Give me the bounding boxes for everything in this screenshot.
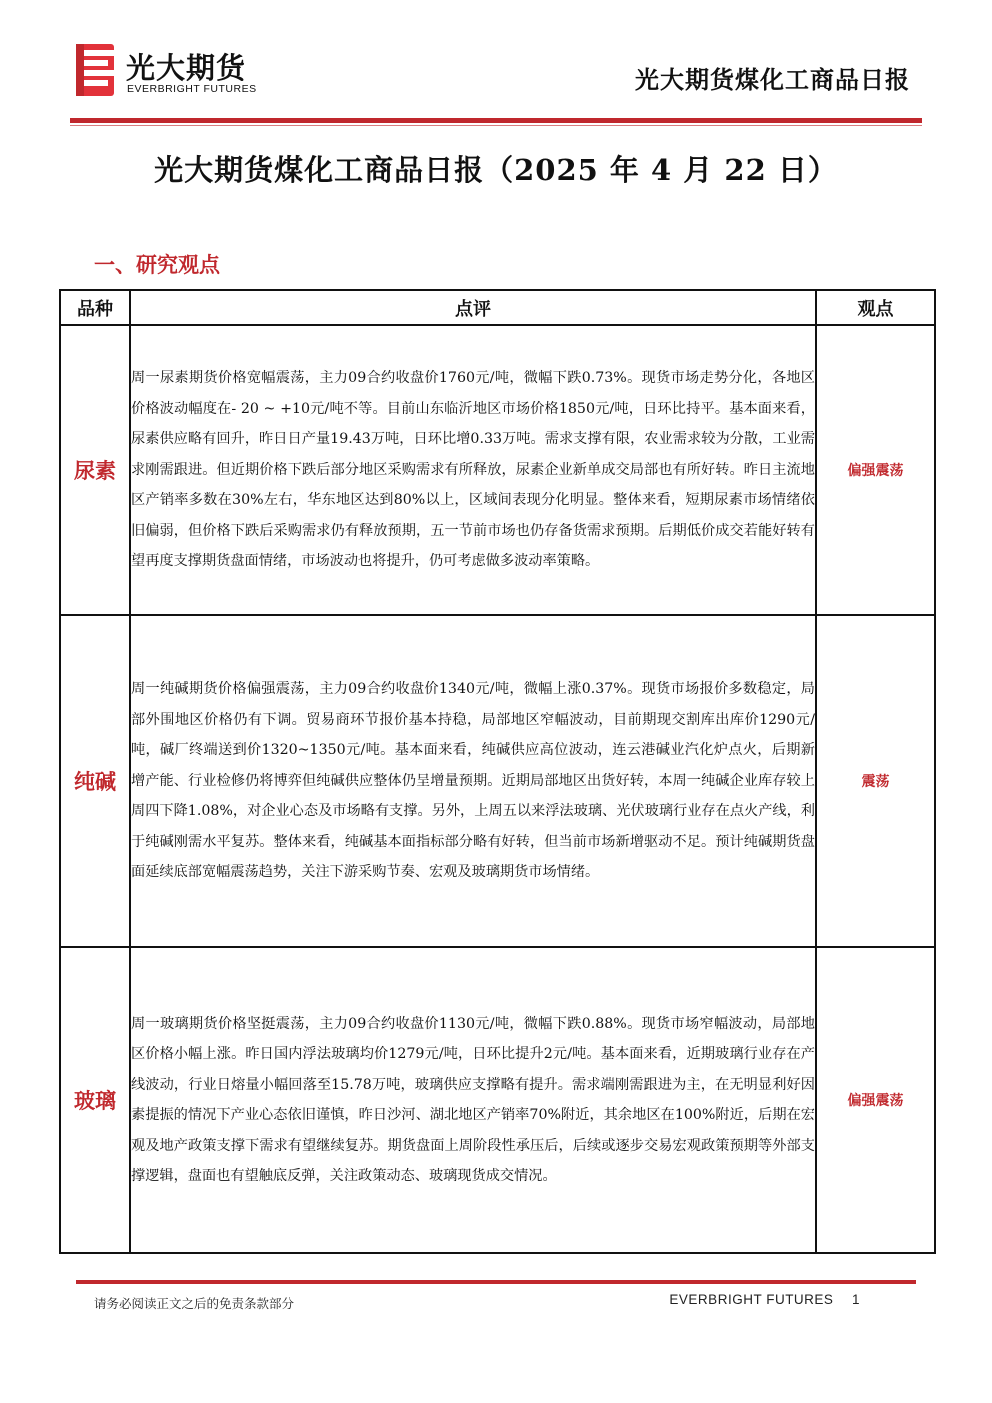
footer-brand: EVERBRIGHT FUTURES [669, 1292, 834, 1307]
header-view: 观点 [816, 290, 935, 325]
company-logo [76, 44, 286, 100]
logo-chinese-name: 光大期货 [126, 51, 247, 85]
report-name: 光大期货煤化工商品日报 [635, 65, 910, 94]
product-name: 尿素 [60, 325, 130, 615]
section-title: 一、研究观点 [94, 252, 220, 277]
everbright-logo-icon [76, 44, 114, 96]
product-comment: 周一玻璃期货价格坚挺震荡，主力09合约收盘价1130元/吨，微幅下跌0.88%。现货市场窄幅波动，局部地区价格小幅上涨。昨日国内浮法玻璃均价1279元/吨，日环比提升2元/吨。基本面来看，近期玻璃行业存在产线波动，行业日熔量小幅回落至15.78万吨，玻璃供应支撑略有提升。需求端刚需跟进为主，在无明显利好因素提振的情况下产业心态依旧谨慎，昨日沙河、湖北地区产销率70%附近，其余地区在100%附近，后期在宏观及地产政策支撑下需求有望继续复苏。期货盘面上周阶段性承压后，后续或逐步交易宏观政策预期等外部支撑逻辑，盘面也有望触底反弹，关注政策动态、玻璃现货成交情况。 [130, 947, 816, 1253]
footer-brand-page [669, 1292, 860, 1307]
disclaimer-note: 请务必阅读正文之后的免责条款部分 [94, 1296, 295, 1311]
product-view: 偏强震荡 [816, 947, 935, 1253]
product-name: 玻璃 [60, 947, 130, 1253]
product-view: 震荡 [816, 615, 935, 947]
header-product: 品种 [60, 290, 130, 325]
research-views-table [59, 289, 936, 1254]
header-comment: 点评 [130, 290, 816, 325]
table-row [60, 325, 935, 615]
page-title: 光大期货煤化工商品日报（2025 年 4 月 22 日） [154, 153, 838, 187]
logo-english-name: EVERBRIGHT FUTURES [127, 83, 257, 95]
product-name: 纯碱 [60, 615, 130, 947]
header-divider-thin [70, 125, 922, 126]
footer-divider [76, 1280, 916, 1284]
product-comment: 周一尿素期货价格宽幅震荡，主力09合约收盘价1760元/吨，微幅下跌0.73%。现货市场走势分化，各地区价格波动幅度在- 20 ~ +10元/吨不等。目前山东临沂地区市场价格1850元/吨，日环比持平。基本面来看，尿素供应略有回升，昨日日产量19.43万吨，日环比增0.33万吨。需求支撑有限，农业需求较为分散，工业需求刚需跟进。但近期价格下跌后部分地区采购需求有所释放，尿素企业新单成交局部也有所好转。昨日主流地区产销率多数在30%左右，华东地区达到80%以上，区域间表现分化明显。整体来看，短期尿素市场情绪依旧偏弱，但价格下跌后采购需求仍有释放预期，五一节前市场也仍存备货需求预期。后期低价成交若能好转有望再度支撑期货盘面情绪，市场波动也将提升，仍可考虑做多波动率策略。 [130, 325, 816, 615]
header-divider [70, 118, 922, 123]
product-comment: 周一纯碱期货价格偏强震荡，主力09合约收盘价1340元/吨，微幅上涨0.37%。现货市场报价多数稳定，局部外围地区价格仍有下调。贸易商环节报价基本持稳，局部地区窄幅波动，目前期现交割库出库价1290元/吨，碱厂终端送到价1320~1350元/吨。基本面来看，纯碱供应高位波动，连云港碱业汽化炉点火，后期新增产能、行业检修仍将博弈但纯碱供应整体仍呈增量预期。近期局部地区出货好转，本周一纯碱企业库存较上周四下降1.08%，对企业心态及市场略有支撑。另外，上周五以来浮法玻璃、光伏玻璃行业存在点火产线，利于纯碱刚需水平复苏。整体来看，纯碱基本面指标部分略有好转，但当前市场新增驱动不足。预计纯碱期货盘面延续底部宽幅震荡趋势，关注下游采购节奏、宏观及玻璃期货市场情绪。 [130, 615, 816, 947]
table-row [60, 947, 935, 1253]
product-view: 偏强震荡 [816, 325, 935, 615]
table-row [60, 615, 935, 947]
table-header-row [60, 290, 935, 325]
page-number: 1 [851, 1292, 860, 1307]
